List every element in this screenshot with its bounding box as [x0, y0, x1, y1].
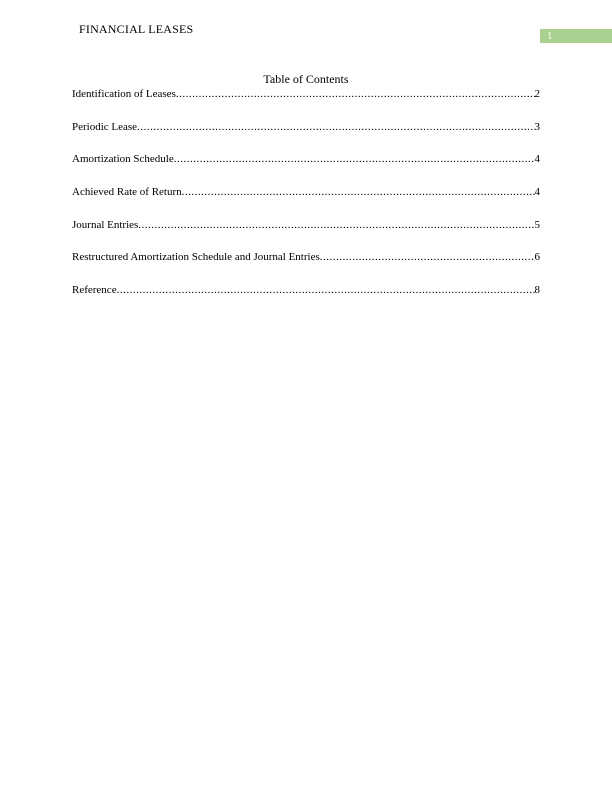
toc-entry-identification-of-leases[interactable] — [72, 87, 540, 101]
toc-dot-leader — [117, 283, 535, 297]
toc-entry-page: 4 — [534, 153, 540, 166]
toc-entry-label: Reference — [72, 284, 117, 297]
toc-dot-leader — [320, 250, 535, 264]
toc-entry-label: Identification of Leases — [72, 88, 176, 100]
toc-dot-leader — [137, 120, 534, 134]
toc-title: Table of Contents — [263, 72, 349, 86]
toc-entry-label: Amortization Schedule — [72, 153, 174, 166]
toc-entry-label: Journal Entries — [72, 218, 139, 231]
toc-entry-amortization-schedule[interactable] — [72, 152, 540, 166]
toc-entry-label: Restructured Amortization Schedule and Journal Entries — [72, 251, 320, 264]
toc-entry-label: Achieved Rate of Return — [72, 186, 182, 199]
toc-list — [72, 87, 540, 316]
toc-entry-page: 4 — [534, 186, 540, 199]
toc-dot-leader — [174, 152, 535, 166]
toc-entry-page: 8 — [534, 284, 540, 297]
toc-entry-reference[interactable] — [72, 283, 540, 297]
toc-entry-achieved-rate-of-return[interactable] — [72, 185, 540, 199]
toc-dot-leader — [176, 87, 535, 101]
toc-entry-page: 2 — [534, 88, 540, 100]
running-head: FINANCIAL LEASES — [79, 22, 194, 36]
toc-dot-leader — [182, 185, 535, 199]
toc-entry-page: 3 — [534, 120, 540, 133]
toc-entry-restructured-amortization-schedule[interactable] — [72, 250, 540, 264]
toc-entry-periodic-lease[interactable] — [72, 120, 540, 134]
toc-dot-leader — [138, 218, 534, 232]
toc-entry-page: 6 — [534, 251, 540, 264]
toc-entry-page: 5 — [534, 218, 540, 231]
toc-entry-label: Periodic Lease — [72, 120, 138, 133]
page-number-badge: 1 — [540, 29, 612, 43]
toc-entry-journal-entries[interactable] — [72, 218, 540, 232]
